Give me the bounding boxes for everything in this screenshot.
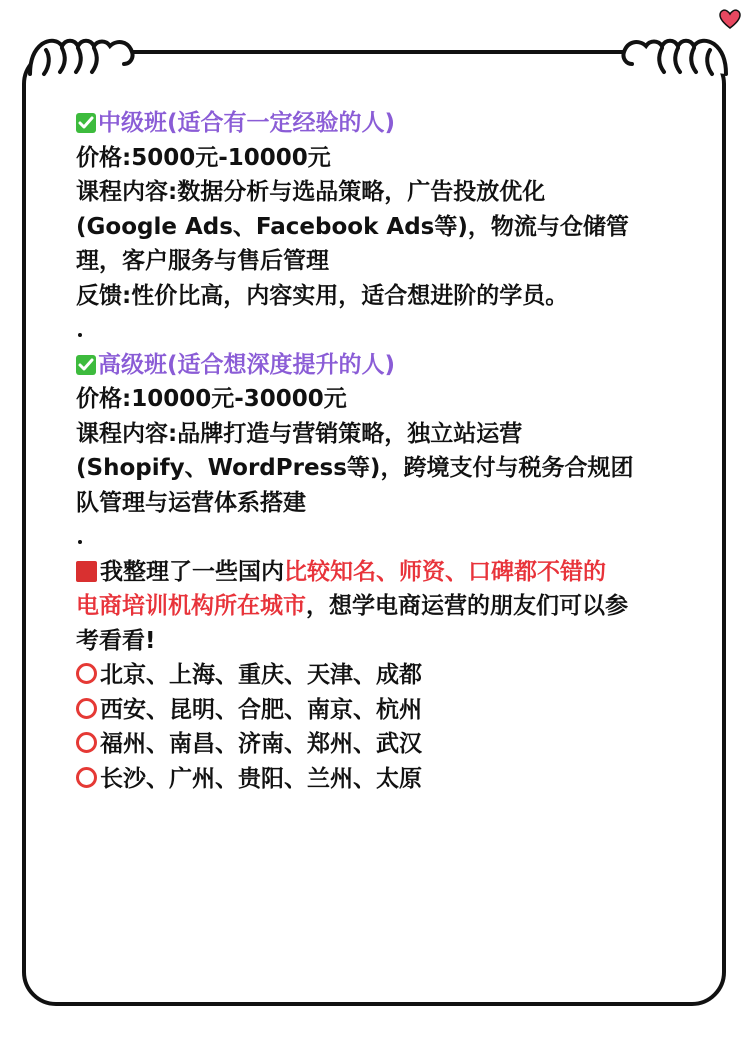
city-row-text: 北京、上海、重庆、天津、成都 [100, 662, 422, 688]
red-circle-icon [76, 767, 97, 788]
city-row [76, 693, 676, 728]
intermediate-content-1: 课程内容:数据分析与选品策略，广告投放优化 [76, 179, 546, 205]
advanced-title: 高级班(适合想深度提升的人) [98, 351, 396, 378]
cities-intro-row-2 [76, 589, 676, 624]
check-mark-icon [76, 113, 96, 133]
intermediate-title: 中级班(适合有一定经验的人) [98, 110, 396, 136]
advanced-price: 价格:10000元-30000元 [76, 386, 347, 412]
red-circle-icon [76, 698, 97, 719]
cities-intro-suffix-1: ，想学电商运营的朋友们可以参 [306, 593, 628, 619]
advanced-content-1: 课程内容:品牌打造与营销策略，独立站运营 [76, 420, 523, 447]
city-row-text: 福州、南昌、济南、郑州、武汉 [100, 731, 422, 757]
cities-intro-prefix: 我整理了一些国内 [100, 558, 284, 585]
intermediate-price: 价格:5000元-10000元 [76, 144, 331, 171]
cities-intro-highlight-1: 比较知名、师资、口碑都不错的 [284, 558, 606, 585]
intermediate-content-3: 理，客户服务与售后管理 [76, 248, 329, 274]
red-circle-icon [76, 663, 97, 684]
intermediate-content-2: (Google Ads、Facebook Ads等)，物流与仓储管 [76, 213, 629, 240]
city-row-text: 西安、昆明、合肥、南京、杭州 [100, 696, 422, 723]
red-square-icon [76, 561, 97, 582]
scroll-right-decoration [596, 30, 736, 90]
cities-intro-row-3: 考看看! [76, 627, 156, 654]
intermediate-title-row [76, 106, 676, 141]
cities-intro-row-1 [76, 555, 676, 590]
city-row [76, 727, 676, 762]
separator-dot [76, 520, 676, 555]
advanced-content-2: (Shopify、WordPress等)，跨境支付与税务合规团 [76, 455, 634, 481]
check-mark-icon [76, 355, 96, 375]
red-circle-icon [76, 732, 97, 753]
city-row [76, 762, 676, 797]
city-row-text: 长沙、广州、贵阳、兰州、太原 [100, 765, 422, 792]
scroll-left-decoration [20, 30, 160, 90]
separator-dot [76, 313, 676, 348]
advanced-content-3: 队管理与运营体系搭建 [76, 489, 306, 516]
main-content [76, 106, 676, 796]
advanced-title-row [76, 348, 676, 383]
heart-icon [718, 8, 742, 30]
cities-intro-highlight-2: 电商培训机构所在城市 [76, 593, 306, 619]
intermediate-feedback: 反馈:性价比高，内容实用，适合想进阶的学员。 [76, 282, 569, 309]
city-row [76, 658, 676, 693]
